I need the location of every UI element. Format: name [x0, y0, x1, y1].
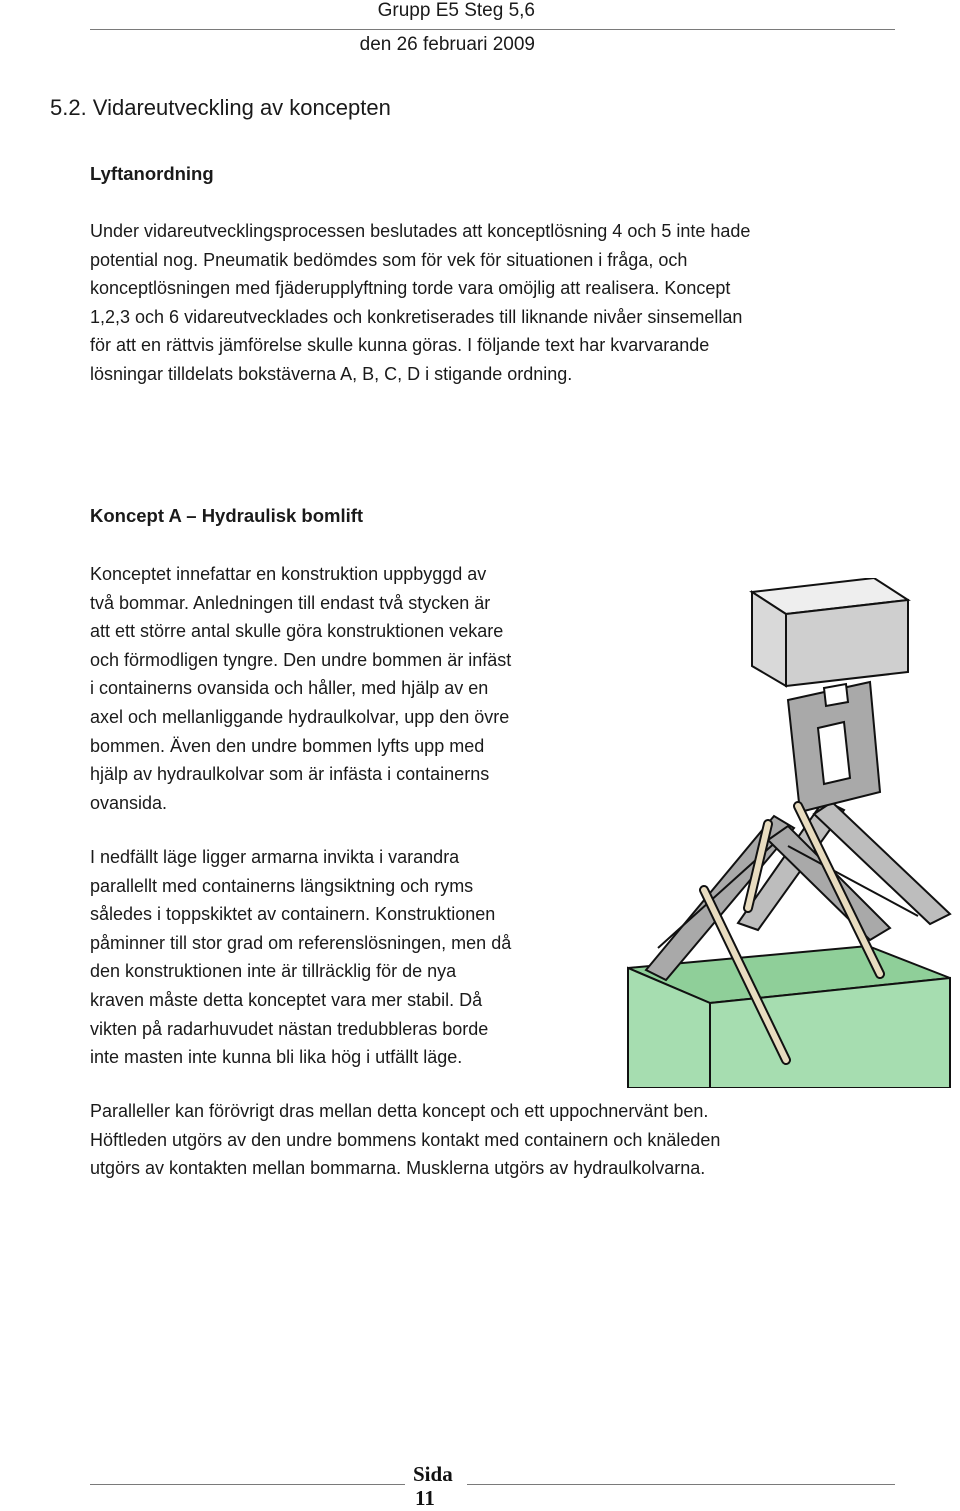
- text-line: Paralleller kan förövrigt dras mellan detta koncept och ett uppochnervänt ben.: [90, 1101, 709, 1121]
- text-line: kraven måste detta konceptet vara mer stabil. Då: [90, 989, 483, 1010]
- text-line: och förmodligen tyngre. Den undre bommen är infäst: [90, 649, 512, 670]
- text-line: axel och mellanliggande hydraulkolvar, upp den övre: [90, 706, 510, 727]
- text-line: påminner till stor grad om referenslösningen, men då: [90, 932, 512, 953]
- text-line: potential nog. Pneumatik bedömdes som för vek för situationen i fråga, och: [90, 249, 688, 270]
- page-number: 11: [415, 1486, 435, 1510]
- koncept-a-paragraph-2: [90, 843, 511, 1072]
- text-line: att ett större antal skulle göra konstruktionen vekare: [90, 621, 504, 642]
- mast-slot: [818, 722, 850, 784]
- text-line: således i toppskiktet av containern. Konstruktionen: [90, 904, 496, 925]
- text-line: Höftleden utgörs av den undre bommens kontakt med containern och knäleden: [90, 1129, 721, 1150]
- text-line: konceptlösningen med fjäderupplyftning torde vara omöjlig att realisera. Koncept: [90, 278, 731, 299]
- text-line: för att en rättvis jämförelse skulle kunna göras. I följande text har kvarvarande: [90, 335, 710, 356]
- text-line: I nedfällt läge ligger armarna invikta i varandra: [90, 847, 460, 867]
- radar-head-side: [786, 600, 908, 686]
- koncept-a-paragraph-3: [90, 1097, 720, 1183]
- lyftanordning-heading: Lyftanordning: [90, 163, 214, 184]
- koncept-a-heading: Koncept A – Hydraulisk bomlift: [90, 505, 364, 526]
- text-line: den konstruktionen inte är tillräcklig för de nya: [90, 961, 457, 982]
- text-line: lösningar tilldelats bokstäverna A, B, C, D i stigande ordning.: [90, 363, 573, 384]
- header-group-title: Grupp E5 Steg 5,6: [377, 0, 535, 21]
- header-date: den 26 februari 2009: [359, 34, 535, 55]
- section-heading: 5.2. Vidareutveckling av koncepten: [50, 95, 391, 120]
- text-line: utgörs av kontakten mellan bommarna. Musklerna utgörs av hydraulkolvarna.: [90, 1158, 706, 1179]
- lyftanordning-paragraph: [90, 217, 750, 389]
- text-line: hjälp av hydraulkolvar som är infästa i containerns: [90, 764, 490, 785]
- radar-mount: [824, 684, 848, 706]
- text-line: i containerns ovansida och håller, med hjälp av en: [90, 678, 489, 699]
- text-line: bommen. Även den undre bommen lyfts upp med: [90, 735, 485, 756]
- text-line: Konceptet innefattar en konstruktion uppbyggd av: [90, 564, 487, 584]
- text-line: ovansida.: [90, 792, 168, 813]
- footer-divider-right: [467, 1484, 895, 1485]
- text-line: vikten på radarhuvudet nästan tredubbleras borde: [90, 1018, 489, 1039]
- text-line: Under vidareutvecklingsprocessen beslutades att konceptlösning 4 och 5 inte hade: [90, 221, 751, 241]
- page-label: Sida: [413, 1462, 453, 1486]
- text-line: två bommar. Anledningen till endast två stycken är: [90, 592, 491, 613]
- text-line: inte masten inte kunna bli lika hög i utfällt läge.: [90, 1047, 463, 1068]
- boom-lift-illustration: [618, 578, 960, 1088]
- text-line: 1,2,3 och 6 vidareutvecklades och konkretiserades till liknande nivåer sinsemellan: [90, 306, 743, 327]
- boom-lift-drawing: [618, 578, 960, 1088]
- header-divider: [90, 29, 895, 30]
- text-line: parallellt med containerns längsiktning och ryms: [90, 875, 474, 896]
- koncept-a-paragraph-1: [90, 560, 511, 817]
- footer-divider-left: [90, 1484, 405, 1485]
